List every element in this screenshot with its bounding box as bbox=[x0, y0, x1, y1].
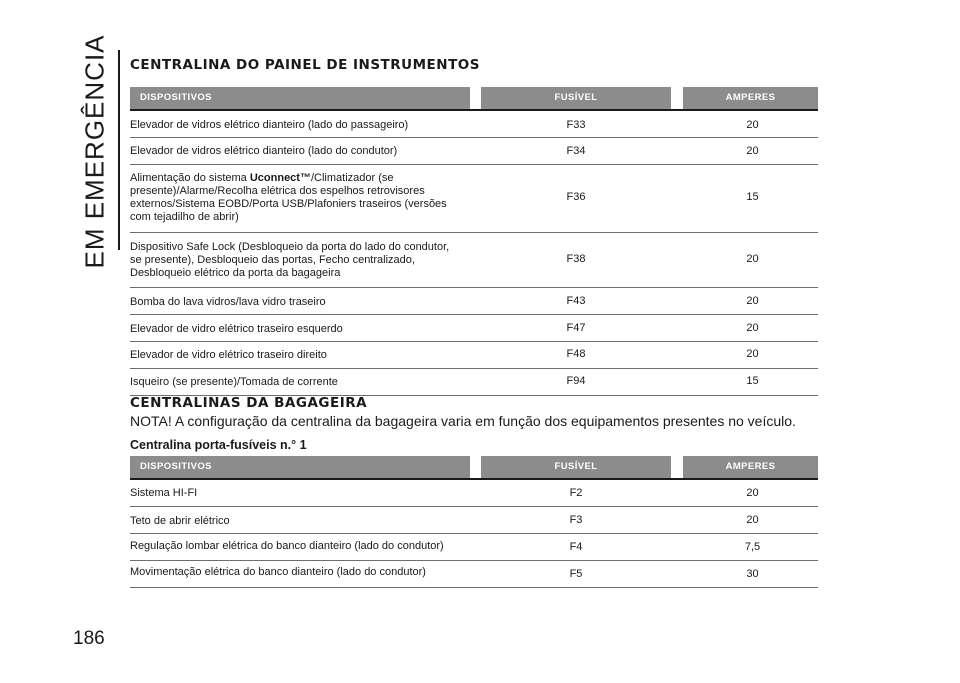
row-device-line: com tejadilho de abrir) bbox=[130, 211, 239, 223]
table-header bbox=[130, 456, 818, 480]
table-row bbox=[130, 342, 818, 369]
row-amperes: 7,5 bbox=[744, 541, 761, 553]
row-fuse: F38 bbox=[566, 253, 586, 265]
table-row bbox=[130, 111, 818, 138]
table-row bbox=[130, 138, 818, 165]
row-amperes: 20 bbox=[746, 253, 759, 265]
row-fuse: F34 bbox=[566, 145, 586, 157]
row-amperes: 20 bbox=[746, 322, 759, 334]
row-amperes: 20 bbox=[746, 487, 759, 499]
section-title-instrument-panel: CENTRALINA DO PAINEL DE INSTRUMENTOS bbox=[130, 57, 480, 73]
row-device: Elevador de vidro elétrico traseiro direito bbox=[130, 349, 327, 361]
row-device-text: /Climatizador (se bbox=[310, 172, 394, 184]
trunk-note: NOTA! A configuração da centralina da bagageira varia em função dos equipamentos presentes no veículo. bbox=[130, 413, 796, 429]
row-amperes: 20 bbox=[746, 119, 759, 131]
row-amperes: 30 bbox=[746, 568, 759, 580]
table-row bbox=[130, 315, 818, 342]
row-amperes: 20 bbox=[746, 348, 759, 360]
row-device bbox=[130, 172, 470, 224]
table-row bbox=[130, 288, 818, 315]
table-row bbox=[130, 165, 818, 233]
row-device: Bomba do lava vidros/lava vidro traseiro bbox=[130, 296, 326, 308]
row-device-line: se presente), Desbloqueio das portas, Fecho centralizado, bbox=[130, 254, 415, 266]
row-fuse: F5 bbox=[569, 568, 583, 580]
table-row bbox=[130, 480, 818, 507]
row-amperes: 15 bbox=[746, 191, 759, 203]
row-device: Sistema HI-FI bbox=[130, 487, 198, 499]
header-devices: DISPOSITIVOS bbox=[130, 87, 470, 109]
row-device-line: externos/Sistema EOBD/Porta USB/Plafoniers traseiros (versões bbox=[130, 198, 447, 210]
row-device: Teto de abrir elétrico bbox=[130, 515, 230, 527]
row-fuse: F36 bbox=[566, 191, 586, 203]
header-devices: DISPOSITIVOS bbox=[130, 456, 470, 478]
side-divider bbox=[118, 50, 120, 250]
row-fuse: F3 bbox=[569, 514, 583, 526]
row-device bbox=[130, 241, 470, 280]
table-row bbox=[130, 233, 818, 288]
table-header bbox=[130, 87, 818, 111]
row-fuse: F2 bbox=[569, 487, 583, 499]
section-title-trunk: CENTRALINAS DA BAGAGEIRA bbox=[130, 395, 368, 411]
trunk-fuse-table bbox=[130, 456, 818, 588]
row-device: Regulação lombar elétrica do banco dianteiro (lado do condutor) bbox=[130, 540, 444, 552]
row-fuse: F48 bbox=[566, 348, 586, 360]
row-device: Movimentação elétrica do banco dianteiro (lado do condutor) bbox=[130, 566, 426, 578]
side-tab bbox=[73, 34, 117, 269]
row-device-line: presente)/Alarme/Recolha elétrica dos espelhos retrovisores bbox=[130, 185, 425, 197]
row-device-line: Dispositivo Safe Lock (Desbloqueio da porta do lado do condutor, bbox=[130, 241, 450, 253]
row-amperes: 20 bbox=[746, 295, 759, 307]
row-device-text: Alimentação do sistema bbox=[130, 172, 250, 184]
table-row bbox=[130, 369, 818, 396]
table-row bbox=[130, 561, 818, 588]
row-fuse: F4 bbox=[569, 541, 583, 553]
row-device: Elevador de vidro elétrico traseiro esquerdo bbox=[130, 323, 343, 335]
table-row bbox=[130, 507, 818, 534]
header-amperes: AMPERES bbox=[683, 456, 818, 478]
row-device-bold: Uconnect™ bbox=[249, 172, 311, 184]
row-fuse: F43 bbox=[566, 295, 586, 307]
table-row bbox=[130, 534, 818, 561]
row-amperes: 20 bbox=[746, 514, 759, 526]
side-tab-label: EM EMERGÊNCIA bbox=[79, 34, 110, 269]
fuse-box-subtitle: Centralina porta-fusíveis n.° 1 bbox=[130, 438, 307, 452]
row-device-line: Desbloqueio elétrico da porta da bagageira bbox=[130, 267, 341, 279]
header-fuse: FUSÍVEL bbox=[481, 87, 671, 109]
page-number: 186 bbox=[73, 628, 105, 649]
header-fuse: FUSÍVEL bbox=[481, 456, 671, 478]
row-fuse: F33 bbox=[566, 119, 586, 131]
row-amperes: 15 bbox=[746, 375, 759, 387]
row-device: Elevador de vidros elétrico dianteiro (lado do passageiro) bbox=[130, 119, 409, 131]
row-device-line bbox=[130, 172, 470, 185]
header-amperes: AMPERES bbox=[683, 87, 818, 109]
row-fuse: F94 bbox=[566, 375, 586, 387]
row-fuse: F47 bbox=[566, 322, 586, 334]
row-device: Isqueiro (se presente)/Tomada de corrente bbox=[130, 376, 338, 388]
row-device: Elevador de vidros elétrico dianteiro (lado do condutor) bbox=[130, 145, 398, 157]
row-amperes: 20 bbox=[746, 145, 759, 157]
instrument-panel-fuse-table bbox=[130, 87, 818, 396]
